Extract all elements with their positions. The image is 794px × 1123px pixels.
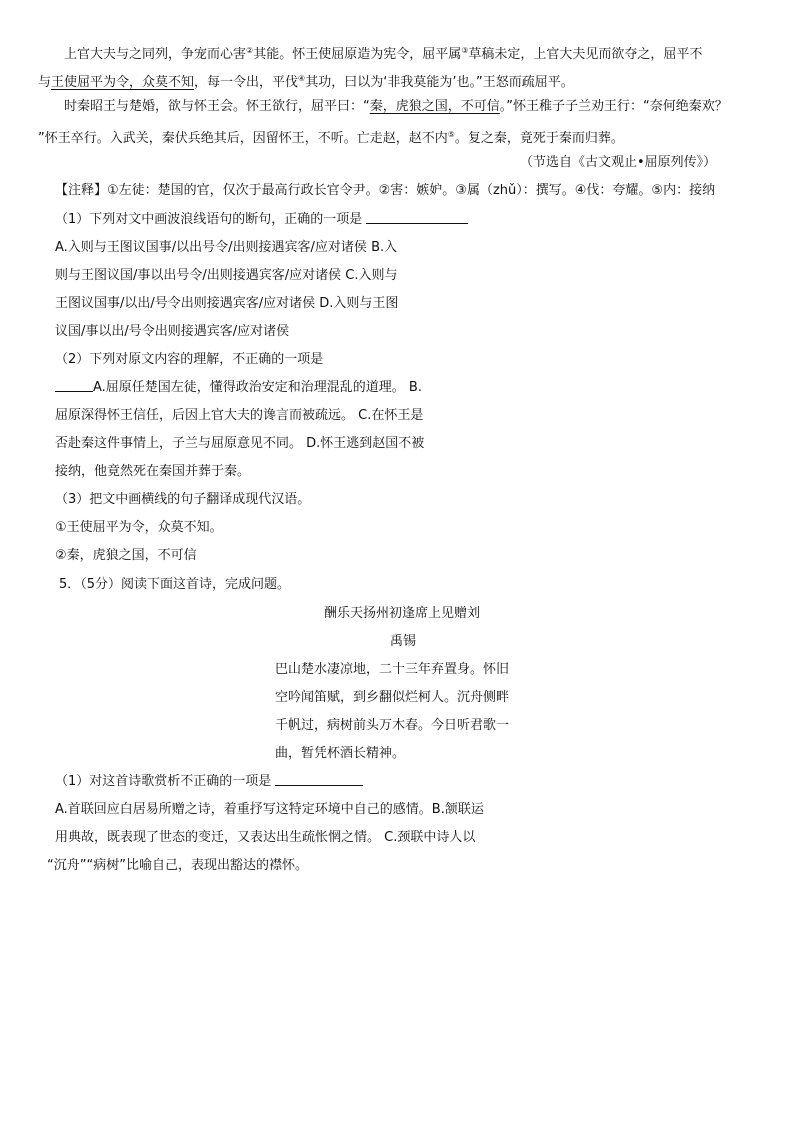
passage-p2-line2: ”怀王卒行。入武关，秦伏兵绝其后，因留怀王，不听。亡走赵，赵不内⑤。复之秦，竟死于秦而归葬。 xyxy=(38,130,624,146)
q3-item: ②秦，虎狼之国，不可信 xyxy=(55,548,197,563)
poem-line: 曲，暂凭杯酒长精神。 xyxy=(275,746,406,761)
underlined-sentence-1: 王使屈平为令，众莫不知 xyxy=(51,75,195,90)
q1-option-line: 王图议国事/以出/号令出则接遇宾客/应对诸侯 D.入则与王图 xyxy=(55,296,399,311)
q2-option-line: A.屈原任楚国左徒，懂得政治安定和治理混乱的道理。 B. xyxy=(55,378,422,398)
note-marker-2: ② xyxy=(246,46,254,55)
q5-sub1-option-line: A.首联回应白居易所赠之诗，着重抒写这特定环境中自己的感情。B.颔联运 xyxy=(55,802,484,817)
annotation-notes: 【注释】①左徒：楚国的官，仅次于最高行政长官令尹。②害：嫉妒。③属（zhǔ）：撰写。④伐：夸耀。⑤内：接纳 xyxy=(55,183,716,198)
q1-option-line: 则与王图议国/事以出号令/出则接遇宾客/应对诸侯 C.入则与 xyxy=(55,268,398,283)
poem-line: 巴山楚水凄凉地，二十三年弃置身。怀旧 xyxy=(275,662,510,677)
passage-p2-line1: 时秦昭王与楚婚，欲与怀王会。怀王欲行，屈平曰：“秦，虎狼之国，不可信。”怀王稚子子兰劝王行：“奈何绝秦欢？ xyxy=(64,99,728,114)
passage-source: （节选自《古文观止•屈原列传》） xyxy=(520,155,717,170)
note-marker-5: ⑤ xyxy=(447,130,455,139)
underlined-sentence-2: 秦，虎狼之国，不可信 xyxy=(369,99,500,114)
q1-option-line: A.入则与王图议国事/以出号令/出则接遇宾客/应对诸侯 B.入 xyxy=(55,240,398,255)
q1-stem: （1）下列对文中画波浪线语句的断句，正确的一项是 xyxy=(55,210,468,230)
poem-line: 空吟闻笛赋，到乡翻似烂柯人。沉舟侧畔 xyxy=(275,690,510,705)
q2-option-line: 屈原深得怀王信任，后因上官大夫的谗言而被疏远。 C.在怀王是 xyxy=(55,408,424,423)
q2-stem: （2）下列对原文内容的理解，不正确的一项是 xyxy=(55,352,324,367)
q3-stem: （3）把文中画横线的句子翻译成现代汉语。 xyxy=(55,492,311,507)
passage-p1-line1: 上官大夫与之同列，争宠而心害②其能。怀王使屈原造为宪令，屈平属③草稿未定，上官大夫见而欲夺之，屈平不 xyxy=(64,46,703,62)
q5-stem: 5．（5分）阅读下面这首诗，完成问题。 xyxy=(59,577,291,592)
poem-line: 千帆过，病树前头万木春。今日听君歌一 xyxy=(275,718,510,733)
poem-title: 酬乐天扬州初逢席上见赠刘 xyxy=(324,606,481,621)
q5-sub1-stem: （1）对这首诗歌赏析不正确的一项是 xyxy=(55,772,363,792)
q2-option-line: 否赴秦这件事情上，子兰与屈原意见不同。 D.怀王逃到赵国不被 xyxy=(55,436,425,451)
answer-blank[interactable] xyxy=(275,773,363,786)
answer-blank[interactable] xyxy=(55,379,93,392)
note-marker-4: ④ xyxy=(298,74,306,83)
note-marker-3: ③ xyxy=(461,46,469,55)
passage-p1-line2: 与王使屈平为令，众莫不知，每一令出，平伐④其功，曰以为‘非我莫能为’也。”王怒而疏屈平。 xyxy=(38,74,574,90)
q1-option-line: 议国/事以出/号令出则接遇宾客/应对诸侯 xyxy=(55,324,290,339)
q3-item: ①王使屈平为令，众莫不知。 xyxy=(55,520,223,535)
q5-sub1-option-line: 用典故，既表现了世态的变迁，又表达出生疏怅惘之情。 C.颈联中诗人以 xyxy=(55,830,476,845)
answer-blank[interactable] xyxy=(366,211,468,224)
q2-option-line: 接纳，他竟然死在秦国并葬于秦。 xyxy=(55,464,251,479)
poem-author: 禹锡 xyxy=(390,634,417,649)
q5-sub1-option-line: “沉舟”“病树”比喻自己，表现出豁达的襟怀。 xyxy=(47,858,308,873)
